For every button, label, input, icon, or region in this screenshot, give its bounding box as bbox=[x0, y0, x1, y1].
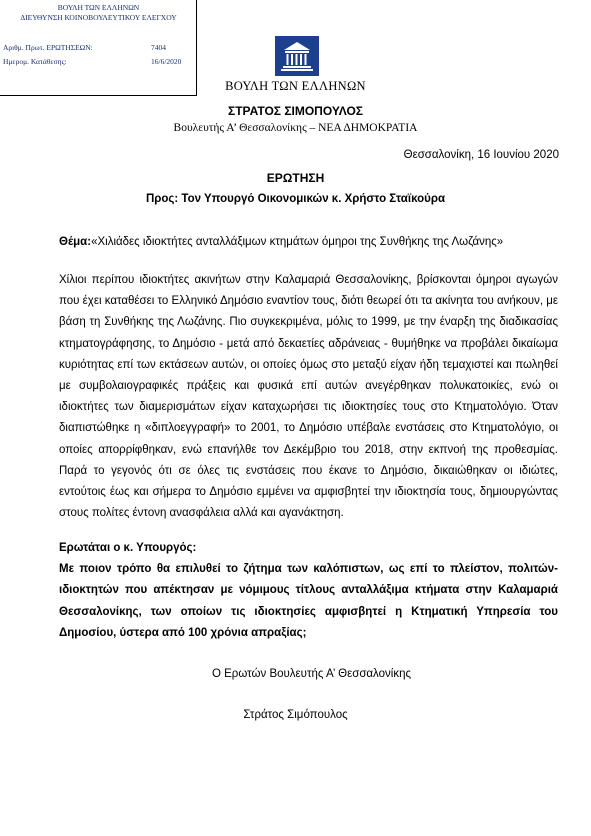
parliament-title: ΒΟΥΛΗ ΤΩΝ ΕΛΛΗΝΩΝ bbox=[225, 79, 366, 93]
subject-label: Θέμα: bbox=[59, 236, 92, 248]
closing-line: Ο Ερωτών Βουλευτής Α’ Θεσσαλονίκης bbox=[211, 668, 412, 680]
subject-line bbox=[59, 236, 503, 248]
stamp-protocol-value: 7404 bbox=[151, 43, 166, 52]
signature-name: Στράτος Σιμόπουλος bbox=[243, 709, 348, 721]
question-intro: Ερωτάται ο κ. Υπουργός: bbox=[59, 542, 197, 554]
recipient-line: Προς: Τον Υπουργό Οικονομικών κ. Χρήστο Σταϊκούρα bbox=[145, 193, 446, 205]
place-date: Θεσσαλονίκη, 16 Ιουνίου 2020 bbox=[403, 149, 559, 161]
stamp-line-1: ΒΟΥΛΗ ΤΩΝ ΕΛΛΗΝΩΝ bbox=[57, 3, 140, 12]
mp-name: ΣΤΡΑΤΟΣ ΣΙΜΟΠΟΥΛΟΣ bbox=[228, 104, 363, 118]
stamp-date-label: Ημερομ. Κατάθεσης: bbox=[3, 57, 67, 66]
stamp-line-2: ΔΙΕΥΘΥΝΣΗ ΚΟΙΝΟΒΟΥΛΕΥΤΙΚΟΥ ΕΛΕΓΧΟΥ bbox=[20, 13, 177, 22]
document-heading: ΕΡΩΤΗΣΗ bbox=[266, 171, 325, 185]
body-paragraph: Χίλιοι περίπου ιδιοκτήτες ακινήτων στην Καλαμαριά Θεσσαλονίκης, βρίσκονται όμηροι αγωγών που έχει καταθέσει το Ελληνικό Δημόσιο εναντίον τους, διότι θεωρεί ότι τα ακίνητα του ανήκουν, με βάση τη Συνθήκης της Λωζάνης. Πιο συγκεκριμένα, μόλις το 1999, με την έναρξη της διαδικασίας κτηματογράφησης, το Δημόσιο - μετά από δεκαετίες αδράνειας - θυμήθηκε να προβάλει δικαίωμα κυριότητας επί των εκτάσεων αυτών, οι οποίες όμως στο μεταξύ είχαν ήδη τεμαχιστεί και πωληθεί με συμβολαιογραφικές πράξεις και φυσικά επί αυτών ανεγέρθηκαν πολυκατοικίες, ενώ οι ιδιοκτήτες των διαμερισμάτων είχαν καταχωρήσει τις ιδιοκτησίες τους στο Κτηματολόγιο. Όταν διαπιστώθηκε η «διπλοεγγραφή» το 2001, το Δημόσιο υπέβαλε ενστάσεις στο Κτηματολόγιο, οι οποίες απορρίφθηκαν, ενώ επανήλθε τον Δεκέμβριο του 2018, στην εκπνοή της προθεσμίας. Παρά το γεγονός ότι σε όλες τις ενστάσεις που έκανε το Δημόσιο, δικαιώθηκαν οι ιδιώτες, εντούτοις έως και σήμερα το Δημόσιο εμμένει να αμφισβητεί την ιδιοκτησία τους, δημιουργώντας στους πολίτες έντονη ανασφάλεια αλλά και αγανάκτηση. bbox=[59, 274, 558, 520]
parliament-emblem-icon bbox=[275, 36, 319, 76]
question-text: Με ποιον τρόπο θα επιλυθεί το ζήτημα των καλόπιστων, ως επί το πλείστον, πολιτών-ιδιοκτητών που απέκτησαν με νόμιμους τίτλους ανταλλάξιμα κτήματα στην Καλαμαριά Θεσσαλονίκης, των οποίων τις ιδιοκτησίες αμφισβητεί η Κτηματική Υπηρεσία του Δημοσίου, ύστερα από 100 χρόνια απραξίας; bbox=[59, 563, 558, 639]
question-block bbox=[59, 538, 558, 644]
stamp-date-value: 16/6/2020 bbox=[151, 57, 182, 66]
stamp-protocol-label: Αριθμ. Πρωτ. ΕΡΩΤΗΣΕΩΝ: bbox=[3, 43, 93, 52]
subject-text: «Χιλιάδες ιδιοκτήτες ανταλλάξιμων κτημάτων όμηροι της Συνθήκης της Λωζάνης» bbox=[91, 236, 504, 248]
mp-title: Βουλευτής Α’ Θεσσαλονίκης – ΝΕΑ ΔΗΜΟΚΡΑΤΙΑ bbox=[173, 122, 418, 134]
